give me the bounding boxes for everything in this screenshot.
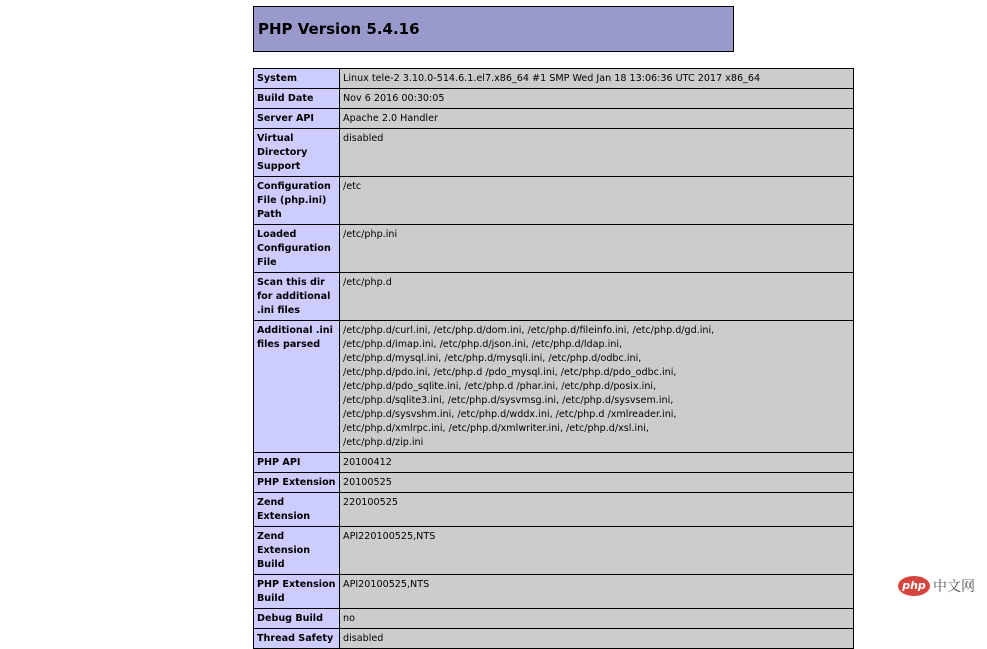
php-version-header: [253, 6, 734, 52]
row-key: Server API: [254, 109, 340, 129]
row-key: System: [254, 69, 340, 89]
row-value: 220100525: [340, 493, 854, 527]
table-row: [254, 225, 854, 273]
row-key: Debug Build: [254, 609, 340, 629]
row-value: [340, 321, 854, 453]
row-value: disabled: [340, 629, 854, 649]
table-row: [254, 493, 854, 527]
page-title: PHP Version 5.4.16: [258, 20, 420, 38]
row-key: Zend Extension Build: [254, 527, 340, 575]
row-value: Apache 2.0 Handler: [340, 109, 854, 129]
row-key: PHP Extension Build: [254, 575, 340, 609]
table-row: [254, 575, 854, 609]
site-watermark: [898, 576, 975, 596]
table-row: [254, 177, 854, 225]
table-row: [254, 473, 854, 493]
table-row: [254, 527, 854, 575]
row-key: Additional .ini files parsed: [254, 321, 340, 453]
table-row: [254, 609, 854, 629]
row-value: Nov 6 2016 00:30:05: [340, 89, 854, 109]
info-table-viewport: [253, 68, 761, 644]
row-value: API20100525,NTS: [340, 575, 854, 609]
row-key: Loaded Configuration File: [254, 225, 340, 273]
table-row: [254, 109, 854, 129]
table-row: [254, 273, 854, 321]
watermark-site-text: 中文网: [933, 579, 975, 595]
row-value: 20100525: [340, 473, 854, 493]
table-row: [254, 89, 854, 109]
row-key: Virtual Directory Support: [254, 129, 340, 177]
table-row: [254, 69, 854, 89]
ini-files-list: /etc/php.d/curl.ini, /etc/php.d/dom.ini, /etc/php.d/fileinfo.ini, /etc/php.d/gd.ini, /etc/php.d/imap.ini, /etc/php.d/json.ini, /etc/php.d/ldap.ini, /etc/php.d/mysql.ini, /etc/php.d/mysqli.ini, /etc/php.d/odbc.ini, /etc/php.d/pdo.ini, /etc/php.d /pdo_mysql.ini, /etc/php.d/pdo_odbc.ini, /etc/php.d/pdo_sqlite.ini, /etc/php.d /phar.ini, /etc/php.d/posix.ini, /etc/php.d/sqlite3.ini, /etc/php.d/sysvmsg.ini, /etc/php.d/sysvsem.ini, /etc/php.d/sysvshm.ini, /etc/php.d/wddx.ini, /etc/php.d /xmlreader.ini, /etc/php.d/xmlrpc.ini, /etc/php.d/xmlwriter.ini, /etc/php.d/xsl.ini, /etc/php.d/zip.ini: [343, 325, 715, 448]
table-row: [254, 453, 854, 473]
row-value: /etc/php.d: [340, 273, 854, 321]
row-value: /etc/php.ini: [340, 225, 854, 273]
row-key: Zend Extension: [254, 493, 340, 527]
row-key: Build Date: [254, 89, 340, 109]
php-logo-icon: php: [898, 576, 930, 596]
row-key: Configuration File (php.ini) Path: [254, 177, 340, 225]
table-row: [254, 629, 854, 649]
row-value: 20100412: [340, 453, 854, 473]
row-value: /etc: [340, 177, 854, 225]
row-key: Thread Safety: [254, 629, 340, 649]
row-key: PHP Extension: [254, 473, 340, 493]
row-value: disabled: [340, 129, 854, 177]
table-row: [254, 321, 854, 453]
row-key: PHP API: [254, 453, 340, 473]
row-key: Scan this dir for additional .ini files: [254, 273, 340, 321]
row-value: API220100525,NTS: [340, 527, 854, 575]
row-value: no: [340, 609, 854, 629]
row-value: Linux tele-2 3.10.0-514.6.1.el7.x86_64 #1 SMP Wed Jan 18 13:06:36 UTC 2017 x86_64: [340, 69, 854, 89]
info-table: [253, 68, 854, 649]
table-row: [254, 129, 854, 177]
